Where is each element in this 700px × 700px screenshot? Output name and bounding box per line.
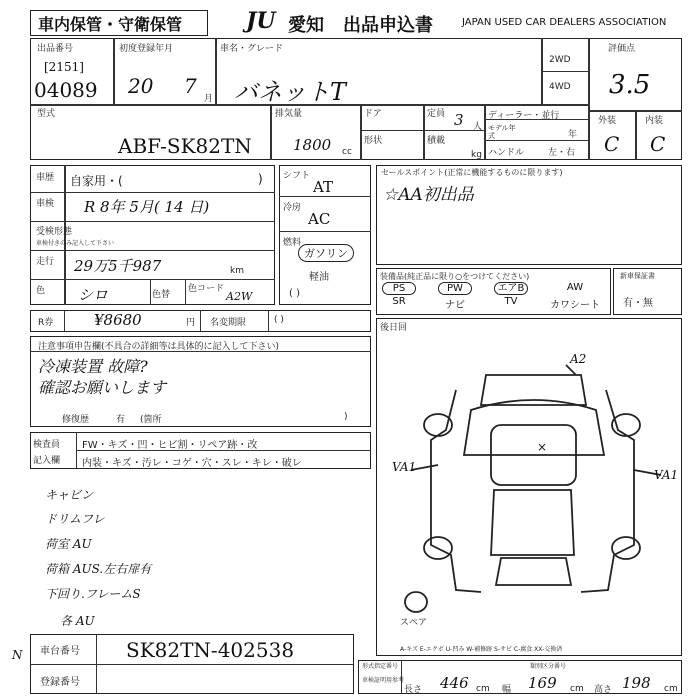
name-change-paren: ( )	[274, 315, 284, 325]
displacement-label: 排気量	[275, 109, 303, 119]
lot-number: 04089	[34, 78, 98, 102]
diagram-mark-left: VA1	[392, 460, 417, 474]
handle-options: 左・右	[548, 148, 576, 158]
spare-label: スペア	[400, 618, 428, 628]
recycle-value: ¥8680	[94, 311, 142, 329]
lot-sub: [2151]	[44, 60, 84, 74]
interior-label: 内装	[645, 116, 664, 126]
diagram-rear	[496, 558, 571, 585]
chassis-label: 車台番号	[40, 646, 80, 657]
inspector-label-b: 記入欄	[33, 456, 61, 466]
width-label: 幅	[502, 685, 512, 695]
diagram-body-left	[431, 390, 481, 592]
first-reg-label: 初度登録年月	[119, 44, 174, 54]
inspection-label: 車検	[36, 199, 55, 209]
mileage-unit: km	[230, 266, 244, 276]
dealer-label: ディーラー・並行	[488, 111, 560, 121]
ju-logo: JU	[246, 8, 276, 34]
equipment-item: PW	[438, 282, 472, 295]
lot-label: 出品番号	[37, 44, 74, 54]
repair-close: )	[344, 412, 348, 422]
capacity-unit: 人	[473, 122, 483, 132]
remark-line-2: ドリムフレ	[45, 512, 105, 526]
diagram-body-right	[581, 390, 634, 592]
remark-line-1: キャビン	[45, 488, 94, 502]
vehicle-cert-label: 車検証明用参考	[362, 677, 405, 684]
displacement-value: 1800	[293, 136, 332, 154]
load-unit: kg	[471, 150, 482, 160]
first-reg-month: 7	[184, 74, 197, 98]
mileage-value: 29万5千987	[74, 257, 162, 275]
length-unit: cm	[476, 684, 490, 694]
ac-value: AC	[308, 210, 331, 228]
new-warranty-options: 有・無	[623, 298, 653, 309]
color-label: 色	[36, 286, 46, 296]
car-diagram	[376, 330, 682, 630]
selling-points-value: ☆AA初出品	[383, 185, 474, 205]
first-reg-year: 20	[128, 74, 154, 98]
fuel-diesel: 軽油	[309, 272, 329, 283]
category-label: 類別区分番号	[530, 663, 567, 670]
side-mark: N	[12, 648, 23, 662]
acceptance-note: 車検付きのみ記入して下さい	[36, 240, 115, 247]
equipment-item: エアB	[494, 282, 528, 295]
fuel-other: ( )	[289, 288, 300, 299]
fuel-gasoline: ガソリン	[298, 244, 354, 262]
inspector-int-line: 内装・キズ・汚レ・コゲ・穴・スレ・キレ・破レ	[82, 458, 302, 469]
equipment-item: TV	[504, 296, 518, 307]
history-label: 車歴	[36, 173, 55, 183]
equipment-label: 装備品(純正品に限り○をつけてください)	[380, 272, 530, 281]
repair-label: 修復歴	[62, 415, 90, 425]
capacity-label: 定員	[427, 109, 446, 119]
model-year-unit: 年	[568, 130, 578, 140]
displacement-unit: cc	[342, 147, 352, 157]
remarks-label: 後日回	[380, 323, 408, 333]
inspector-label-a: 検査員	[33, 440, 61, 450]
score-value: 3.5	[609, 70, 651, 100]
score-label: 評価点	[608, 44, 636, 54]
color-code-value: A2W	[226, 290, 253, 303]
capacity-value: 3	[454, 111, 464, 129]
remark-line-5: 下回り.フレームS	[45, 587, 141, 601]
name-change-label: 名変期限	[210, 318, 247, 328]
storage-title: 車内保管・守衛保管	[38, 15, 183, 34]
month-unit: 月	[204, 94, 214, 104]
equipment-item: PS	[382, 282, 416, 295]
model-code: ABF-SK82TN	[118, 134, 252, 158]
length-label: 長さ	[404, 685, 423, 695]
org-name: 愛知	[288, 15, 324, 36]
selling-points-label: セールスポイント(正常に機能するものに限ります)	[381, 168, 563, 177]
remark-line-4: 荷箱 AUS.左右扉有	[45, 562, 152, 576]
repair-area: (箇所	[140, 415, 162, 425]
height-label: 高さ	[594, 685, 613, 695]
recycle-label: R券	[38, 318, 54, 328]
remark-line-3: 荷室 AU	[45, 537, 92, 551]
car-name: バネットT	[234, 78, 347, 106]
recycle-unit: 円	[186, 318, 196, 328]
diagram-spare-wheel	[405, 592, 427, 612]
damage-legend: A-キズ E-エクボ U-凹み W-補修跡 S-サビ C-腐食 XX-交換済	[400, 646, 563, 653]
chassis-value: SK82TN-402538	[126, 638, 295, 662]
org-english: JAPAN USED CAR DEALERS ASSOCIATION	[462, 17, 667, 28]
new-warranty-label: 新車保証書	[620, 272, 655, 280]
fuel-label: 燃料	[283, 238, 302, 248]
form-title: 出品申込書	[343, 15, 433, 36]
load-label: 積載	[427, 136, 446, 146]
diagram-hood	[464, 400, 604, 455]
shift-label: シフト	[283, 171, 311, 181]
mileage-label: 走行	[36, 257, 55, 267]
diagram-cargo	[491, 490, 574, 555]
handle-label: ハンドル	[488, 148, 525, 158]
width-unit: cm	[570, 684, 584, 694]
model-year-label: モデル年式	[488, 124, 516, 140]
notes-line2: 確認お願いします	[38, 378, 167, 397]
name-grade-label: 車名・グレード	[220, 44, 284, 54]
diagram-mark-right: VA1	[654, 468, 679, 482]
width-value: 169	[528, 674, 557, 692]
equipment-item: カワシート	[550, 300, 600, 311]
color-value: シロ	[78, 286, 109, 304]
model-label: 型式	[37, 109, 56, 119]
equipment-item: SR	[392, 296, 406, 307]
diagram-mark-top: A2	[570, 352, 587, 366]
length-value: 446	[440, 674, 469, 692]
remark-line-6: 各 AU	[60, 614, 95, 628]
shift-value: AT	[313, 178, 334, 196]
diagram-mark-center: ×	[537, 440, 548, 454]
cert-label: 形式指定番号	[362, 663, 399, 670]
inspection-value: R 8年 5月( 14 日)	[84, 198, 210, 216]
inspector-fw-line: FW・キズ・凹・ヒビ割・リペア跡・改	[82, 440, 258, 451]
exterior-label: 外装	[598, 116, 617, 126]
color-code-label: 色コード	[188, 284, 225, 294]
drive-4wd: 4WD	[549, 82, 571, 92]
reg-label: 登録番号	[40, 677, 80, 688]
equipment-item: AW	[566, 282, 584, 293]
history-value: 自家用・(	[70, 174, 123, 188]
interior-grade: C	[650, 132, 666, 156]
diagram-damage-line-top	[566, 365, 576, 375]
notes-title: 注意事項申告欄(不具合の詳細等は具体的に記入して下さい)	[38, 342, 280, 352]
height-unit: cm	[664, 684, 678, 694]
notes-line1: 冷凍装置 故障?	[38, 357, 148, 376]
acceptance-label: 受検形態	[36, 227, 73, 237]
color-swap-label: 色替	[152, 290, 171, 300]
door-label: ドア	[364, 109, 382, 119]
height-value: 198	[622, 674, 651, 692]
history-close-paren: )	[258, 172, 263, 186]
equipment-item: ナビ	[445, 300, 465, 311]
ac-label: 冷房	[283, 203, 302, 213]
repair-value: 有	[116, 415, 126, 425]
shape-label: 形状	[364, 136, 383, 146]
drive-2wd: 2WD	[549, 55, 571, 65]
exterior-grade: C	[604, 132, 620, 156]
